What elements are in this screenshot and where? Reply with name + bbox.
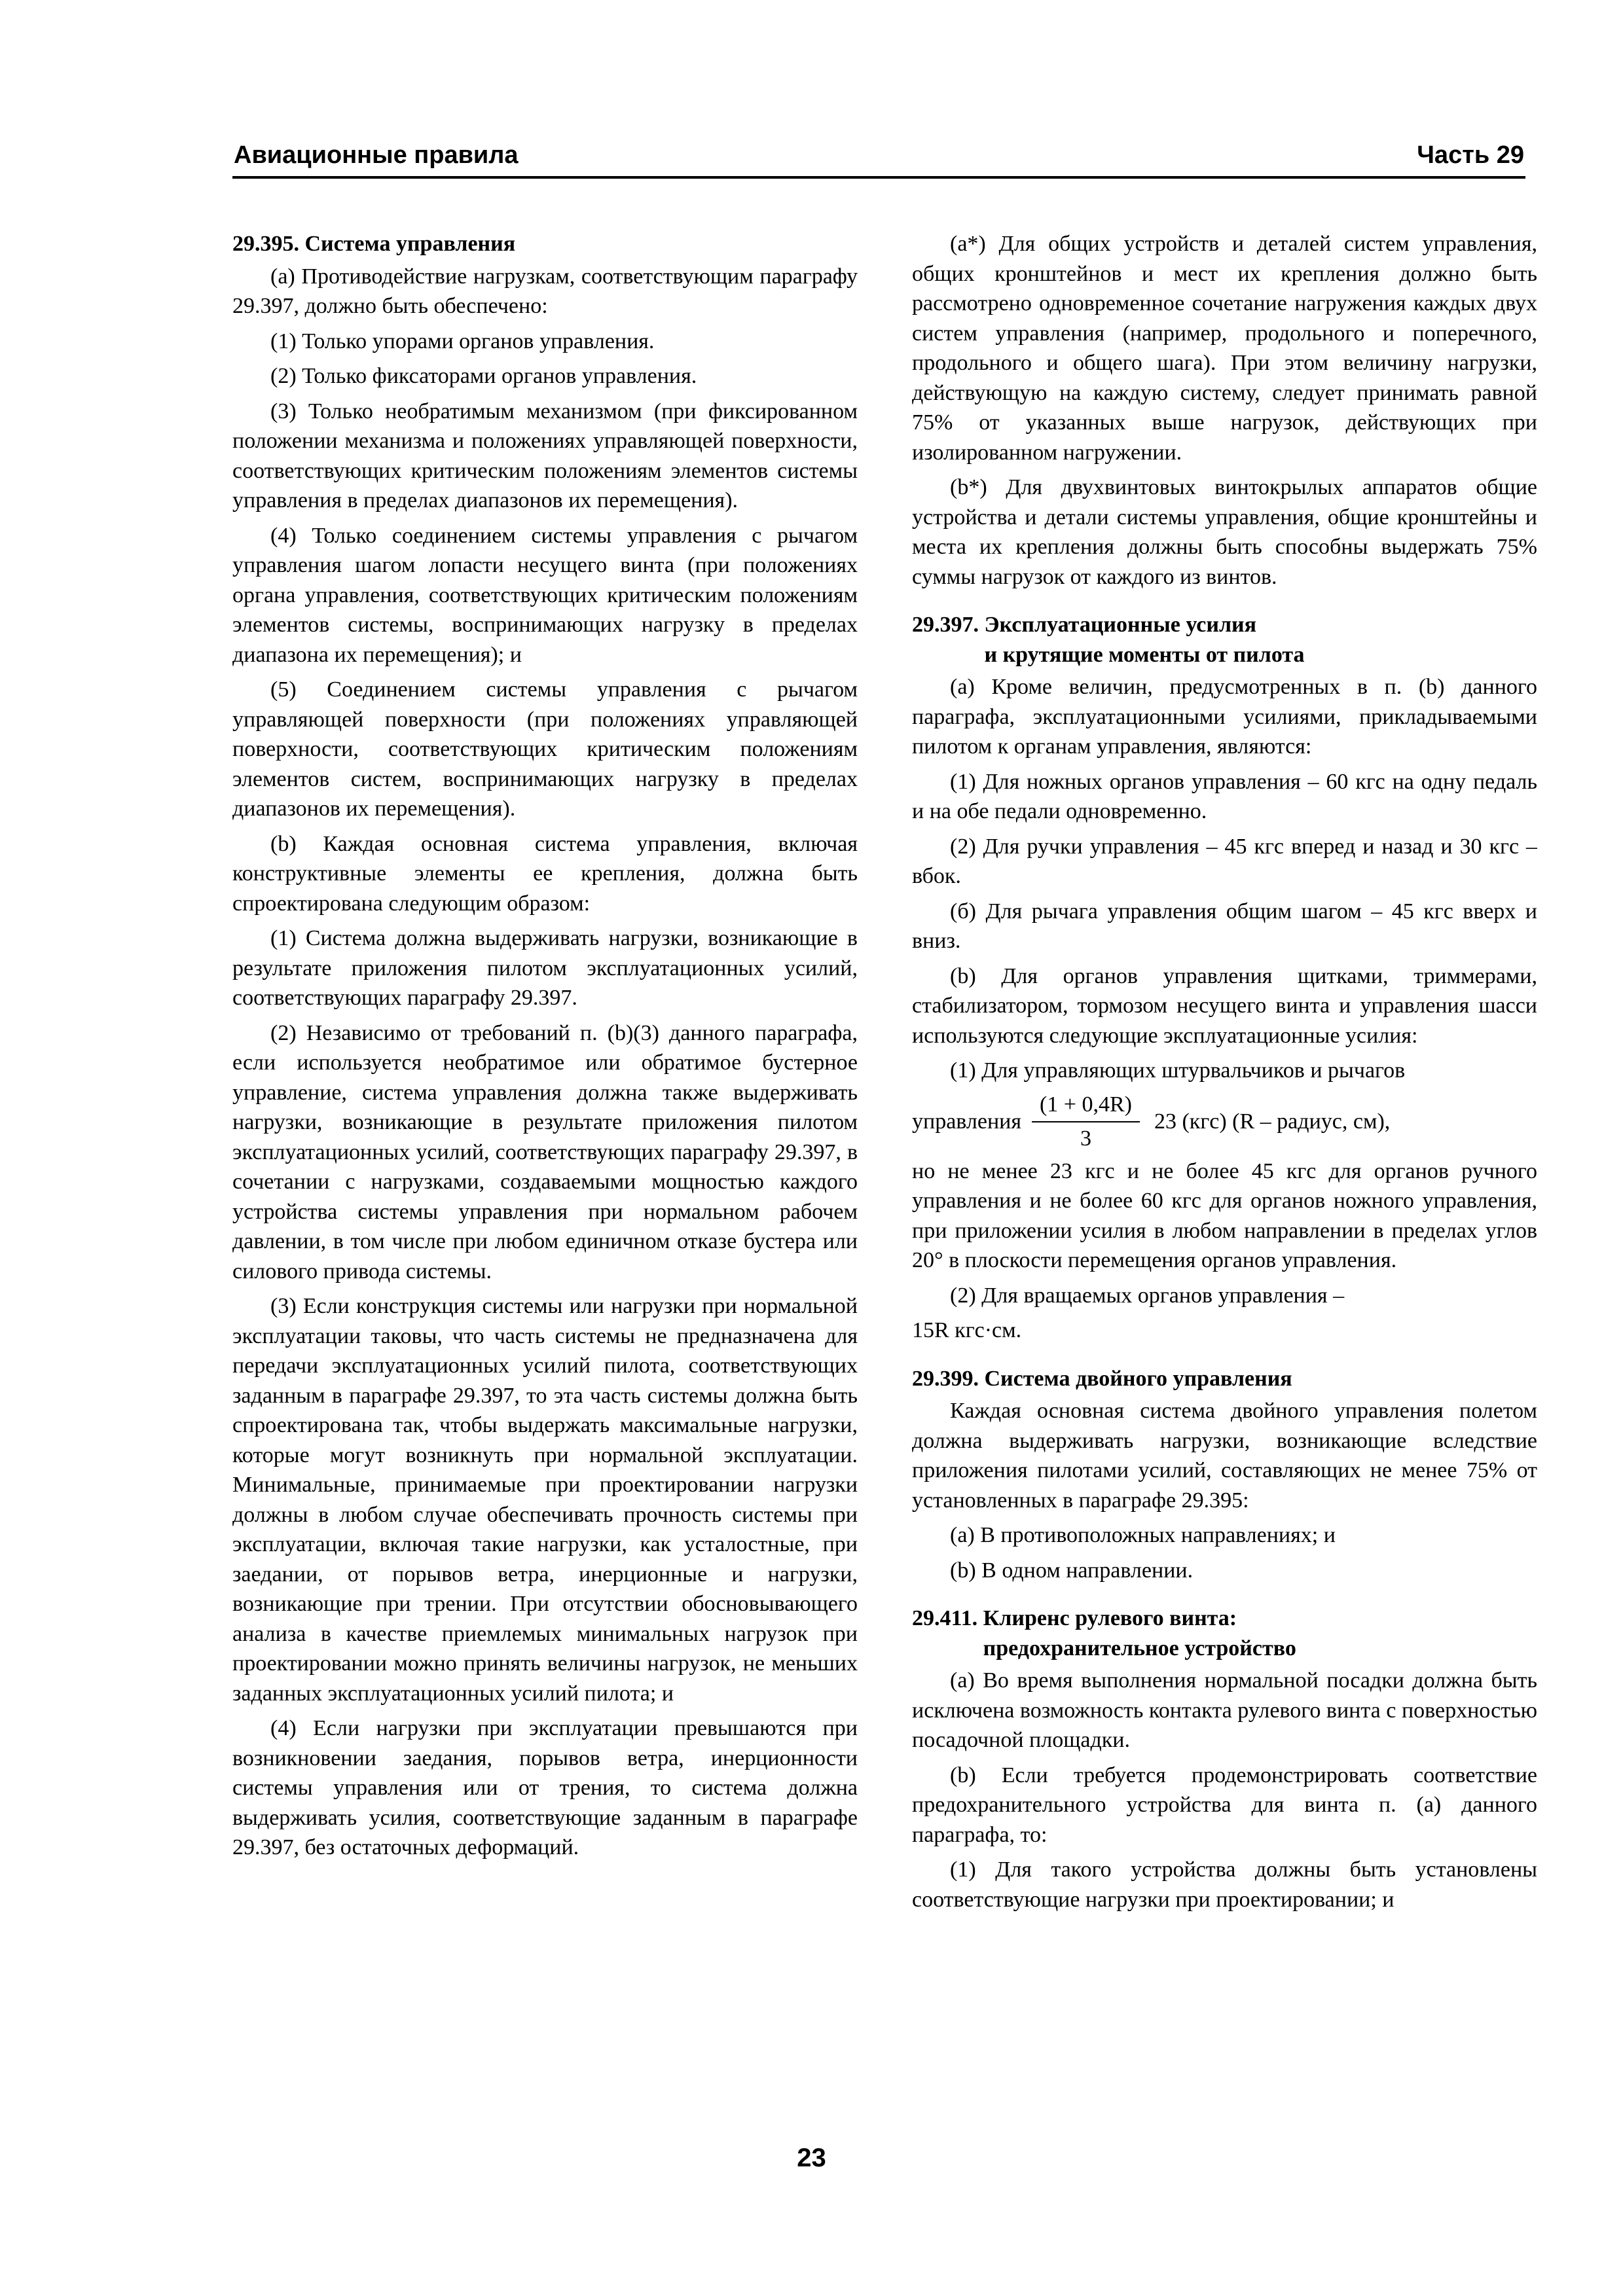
header-part: Часть 29 xyxy=(1417,141,1524,169)
section-title xyxy=(985,610,1305,670)
formula-numerator: (1 + 0,4R) xyxy=(1032,1091,1140,1122)
section-number: 29.411. xyxy=(912,1606,978,1630)
formula-tail: 23 (кгс) (R – радиус, см), xyxy=(1154,1109,1391,1134)
paragraph: (4) Если нагрузки при эксплуатации превышаются при возникновении заедания, порывов ветра, инерционности системы управления или от трения, то система должна выдерживать усилия, соответствующие заданным в параграфе 29.397, без остаточных деформаций. xyxy=(232,1716,858,1859)
formula-denominator: 3 xyxy=(1080,1126,1091,1151)
section-title-line: предохранительное устройство xyxy=(983,1636,1296,1660)
paragraph: (1) Для ножных органов управления – 60 кгс на одну педаль и на обе педали одновременно. xyxy=(912,769,1537,823)
paragraph: (2) Для ручки управления – 45 кгс вперед и назад и 30 кгс – вбок. xyxy=(912,834,1537,888)
paragraph: (b*) Для двухвинтовых винтокрылых аппаратов общие устройства и детали системы управления, общие кронштейны и места их крепления должны быть способны выдержать 75% суммы нагрузок от каждого из винтов. xyxy=(912,475,1537,589)
paragraph: (a*) Для общих устройств и деталей систем управления, общих кронштейнов и мест их крепления должно быть рассмотрено одновременное сочетание нагружения каждых двух систем управления (например, продольного и поперечного, продольного и общего шага). При этом величину нагрузки, действующую на каждую систему, следует принимать равной 75% от указанных выше нагрузок, действующих при изолированном нагружении. xyxy=(912,232,1537,465)
left-column xyxy=(232,229,858,2127)
force-formula xyxy=(912,1091,1537,1153)
right-column xyxy=(912,229,1537,2127)
section-29-395-heading: 29.395. Система управления xyxy=(232,232,516,256)
section-title-line: и крутящие моменты от пилота xyxy=(984,642,1305,667)
paragraph: (b) Для органов управления щитками, триммерами, стабилизатором, тормозом несущего винта и управления шасси используются следующие эксплуатационные усилия: xyxy=(912,963,1537,1048)
paragraph: (1) Только упорами органов управления. xyxy=(270,329,655,353)
formula-fraction xyxy=(1032,1091,1140,1153)
paragraph: (a) Противодействие нагрузкам, соответствующим параграфу 29.397, должно быть обеспечено: xyxy=(232,264,858,318)
section-29-399-heading: 29.399. Система двойного управления xyxy=(912,1366,1292,1391)
paragraph: (1) Для такого устройства должны быть установлены соответствующие нагрузки при проектировании; и xyxy=(912,1857,1537,1912)
section-title-line: Клиренс рулевого винта: xyxy=(983,1606,1237,1630)
section-title-line: Эксплуатационные усилия xyxy=(984,613,1257,637)
paragraph: (б) Для рычага управления общим шагом – 45 кгс вверх и вниз. xyxy=(912,899,1537,953)
paragraph: (5) Соединением системы управления с рычагом управляющей поверхности (при положениях управляющей поверхности, соответствующих критическим положениям элементов систем, воспринимающих нагрузку в пределах диапазонов их перемещения). xyxy=(232,677,858,821)
paragraph: (4) Только соединением системы управления с рычагом управления шагом лопасти несущего винта (при положениях органа управления, соответствующих критическим положениям элементов системы, воспринимающих нагрузку в пределах диапазона их перемещения); и xyxy=(232,523,858,667)
paragraph: (1) Для управляющих штурвальчиков и рычагов xyxy=(950,1058,1406,1083)
paragraph: (a) Во время выполнения нормальной посадки должна быть исключена возможность контакта рулевого винта с поверхностью посадочной площадки. xyxy=(912,1668,1537,1752)
formula-lead: управления xyxy=(912,1109,1021,1134)
paragraph: (2) Независимо от требований п. (b)(3) данного параграфа, если используется необратимое или обратимое бустерное управление, система управления должна также выдерживать нагрузки, возникающие в результате приложения пилотом эксплуатационных усилий, соответствующих параграфу 29.397, в сочетании с нагрузками, создаваемыми мощностью каждого устройства системы управления при нормальном рабочем давлении, в том числе при любом единичном отказе бустера или силового привода системы. xyxy=(232,1020,858,1283)
paragraph: (1) Система должна выдерживать нагрузки, возникающие в результате приложения пилотом эксплуатационных усилий, соответствующих параграфу 29.397. xyxy=(232,926,858,1010)
running-header xyxy=(232,134,1525,179)
page-number: 23 xyxy=(797,2144,826,2172)
paragraph: (b) В одном направлении. xyxy=(950,1558,1194,1583)
header-title: Авиационные правила xyxy=(234,141,519,169)
paragraph: 15R кгс·см. xyxy=(912,1318,1022,1342)
section-29-397-heading xyxy=(912,610,1537,670)
section-title xyxy=(983,1604,1296,1663)
section-29-411-heading xyxy=(912,1604,1537,1663)
paragraph: Каждая основная система двойного управления полетом должна выдерживать нагрузки, возникающие вследствие приложения пилотами усилий, составляющих не менее 75% от установленных в параграфе 29.395: xyxy=(912,1399,1537,1513)
paragraph: (3) Если конструкция системы или нагрузки при нормальной эксплуатации таковы, что часть системы не предназначена для передачи эксплуатационных усилий пилота, соответствующих заданным в параграфе 29.397, то эта часть системы должна быть спроектирована так, чтобы выдержать максимальные нагрузки, которые могут возникнуть при нормальной эксплуатации. Минимальные, принимаемые при проектировании нагрузки должны в любом случае обеспечивать прочность системы при эксплуатации, включая такие нагрузки, как усталостные, при заедании, от порывов ветра, инерционные и нагрузки, возникающие при трении. При отсутствии обосновывающего анализа в качестве приемлемых минимальных нагрузок при проектировании можно принять величины нагрузок, не меньших заданных эксплуатационных усилий пилота; и xyxy=(232,1294,858,1706)
paragraph: (2) Для вращаемых органов управления – xyxy=(950,1283,1345,1308)
section-number: 29.397. xyxy=(912,613,979,637)
paragraph: (b) Если требуется продемонстрировать соответствие предохранительного устройства для винта п. (a) данного параграфа, то: xyxy=(912,1763,1537,1847)
paragraph: (a) В противоположных направлениях; и xyxy=(950,1523,1336,1547)
paragraph: (b) Каждая основная система управления, включая конструктивные элементы ее крепления, должна быть спроектирована следующим образом: xyxy=(232,831,858,916)
paragraph: но не менее 23 кгс и не более 45 кгс для органов ручного управления и не более 60 кгс для органов ножного управления, при приложении усилия в любом направлении в пределах углов 20° в плоскости перемещения органов управления. xyxy=(912,1158,1537,1272)
paragraph: (a) Кроме величин, предусмотренных в п. (b) данного параграфа, эксплуатационными усилиями, прикладываемыми пилотом к органам управления, являются: xyxy=(912,675,1537,759)
paragraph: (3) Только необратимым механизмом (при фиксированном положении механизма и положениях управляющей поверхности, соответствующих критическим положениям элементов системы управления в пределах диапазонов их перемещения). xyxy=(232,399,858,512)
paragraph: (2) Только фиксаторами органов управления. xyxy=(270,364,697,388)
